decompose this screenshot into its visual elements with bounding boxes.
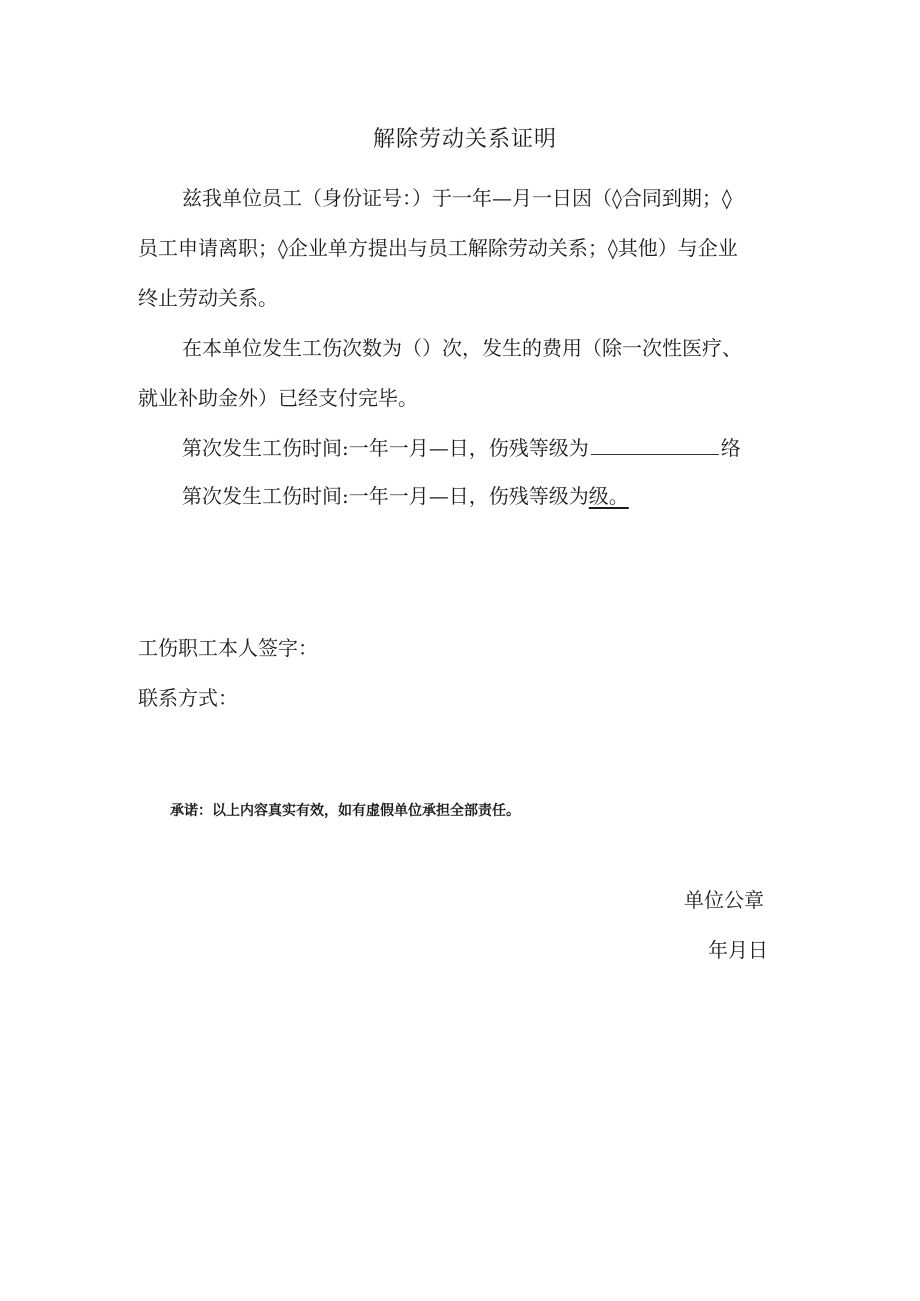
paragraph1-line2: 员工申请离职；◊企业单方提出与员工解除劳动关系；◊其他）与企业 (138, 236, 738, 260)
contact-label: 联系方式： (138, 686, 238, 710)
paragraph2-line1: 在本单位发生工伤次数为（）次，发生的费用（除一次性医疗、 (182, 336, 742, 360)
document-title: 解除劳动关系证明 (372, 127, 557, 152)
injury-record-2 (182, 482, 629, 510)
company-seal-label: 单位公章 (684, 888, 764, 912)
paragraph1-line1: 兹我单位员工（身份证号：）于一年—月一日因（◊合同到期；◊ (182, 186, 732, 210)
signature-label: 工伤职工本人签字： (138, 636, 318, 660)
injury-record-2-text: 第次发生工伤时间:一年一月—日，伤残等级为 (182, 484, 589, 508)
disability-grade-blank[interactable] (591, 436, 719, 455)
paragraph1-line3: 终止劳动关系。 (138, 286, 278, 310)
injury-record-1-text: 第次发生工伤时间:一年一月—日，伤残等级为 (182, 436, 589, 460)
injury-record-1 (182, 434, 741, 462)
date-label: 年月日 (708, 938, 768, 962)
paragraph2-line2: 就业补助金外）已经支付完毕。 (138, 386, 418, 410)
pledge-statement: 承诺：以上内容真实有效，如有虚假单位承担全部责任。 (170, 803, 520, 819)
injury-record-2-grade: 级。 (588, 484, 629, 508)
injury-record-1-suffix: 络 (720, 436, 741, 460)
